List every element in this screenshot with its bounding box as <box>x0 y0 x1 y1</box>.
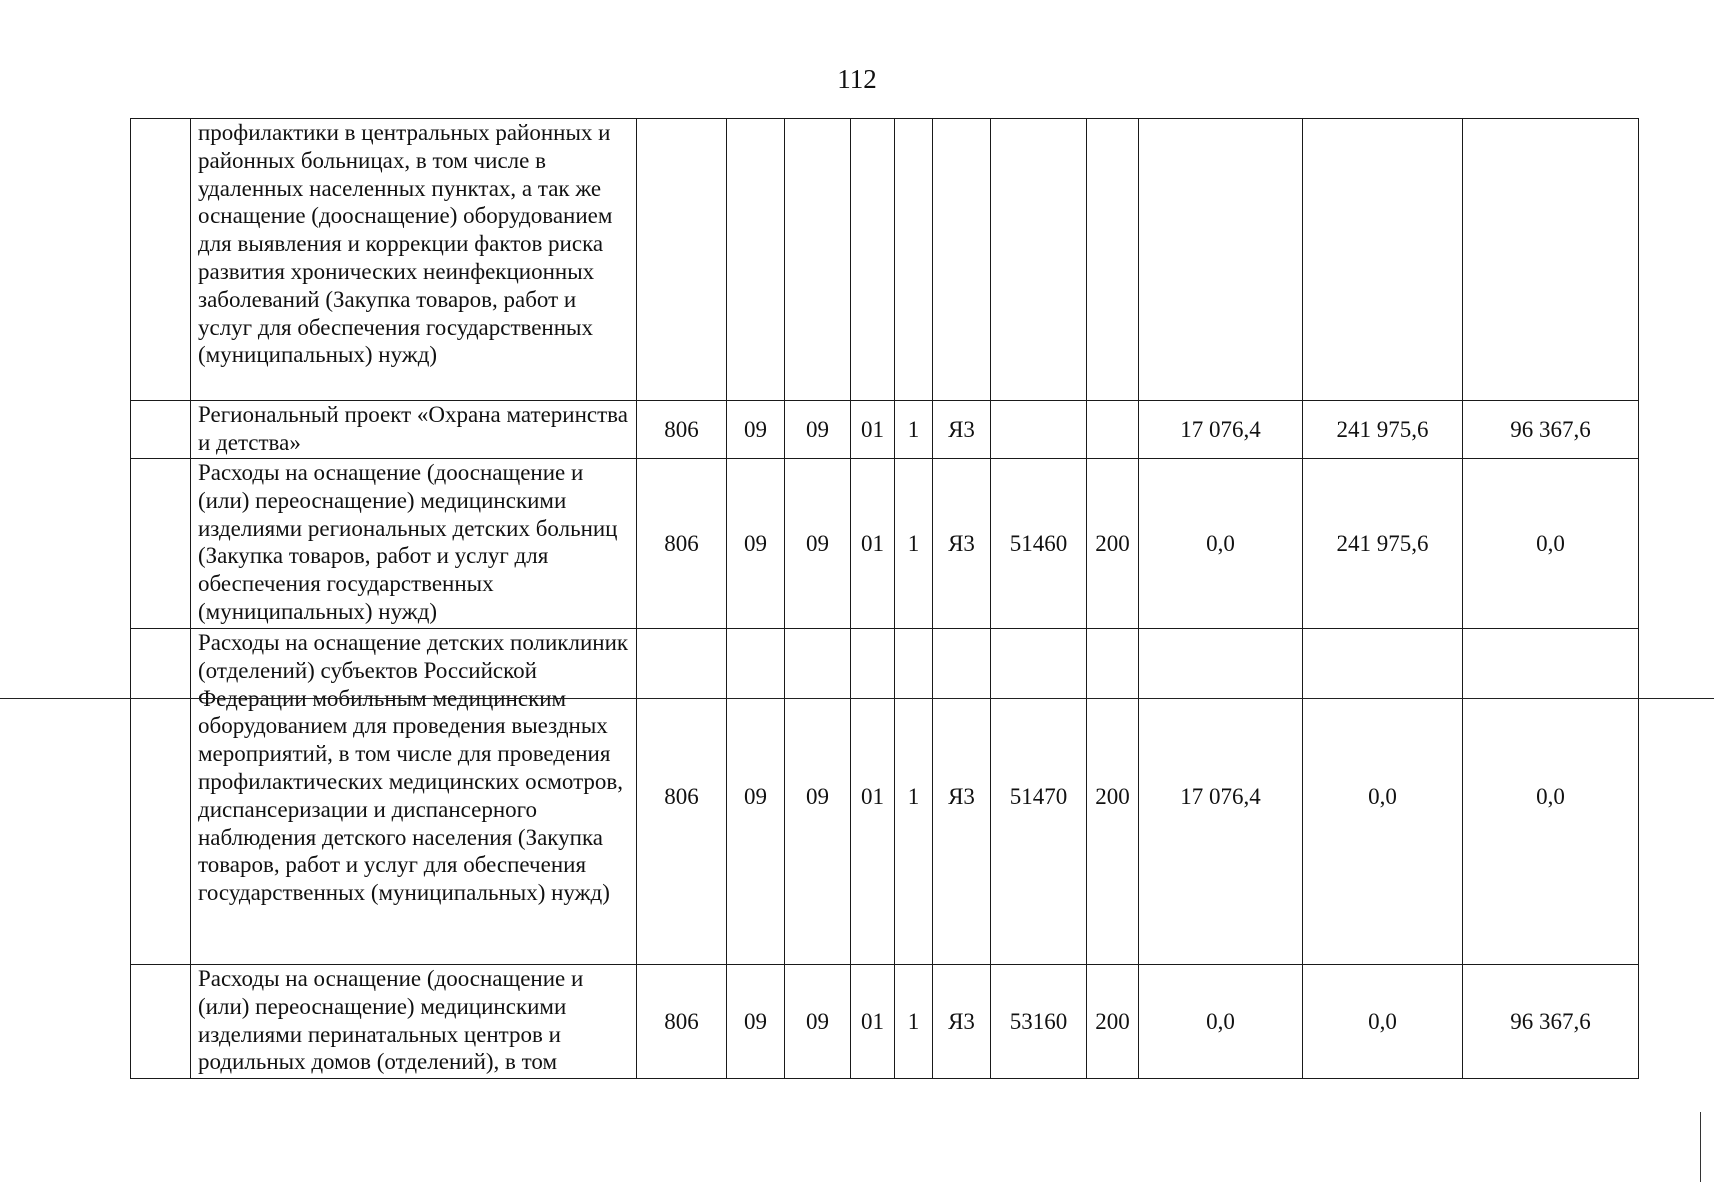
table-row <box>131 401 1639 459</box>
subsection-code-cell: 09 <box>785 965 851 1079</box>
program-code-cell: 01 <box>851 459 895 629</box>
expense-name-cell: профилактики в центральных районных и районных больницах, в том числе в удаленных населенных пунктах, а так же оснащение (дооснащение) оборудованием для выявления и коррекции фактов риска развития хронических неинфекционных заболеваний (Закупка товаров, работ и услуг для обеспечения государственных (муниципальных) нужд) <box>191 119 637 401</box>
row-number-cell <box>131 629 191 965</box>
project-code-cell: Я3 <box>933 965 991 1079</box>
project-code-cell: Я3 <box>933 629 991 965</box>
ministry-code-cell: 806 <box>637 965 727 1079</box>
subprogram-code-cell: 1 <box>895 459 933 629</box>
section-code-cell: 09 <box>727 965 785 1079</box>
subprogram-code-cell <box>895 119 933 401</box>
amount-3-cell: 96 367,6 <box>1463 401 1639 459</box>
direction-code-cell: 51470 <box>991 629 1087 965</box>
program-code-cell <box>851 119 895 401</box>
program-code-cell: 01 <box>851 401 895 459</box>
expense-type-cell: 200 <box>1087 459 1139 629</box>
amount-2-cell: 241 975,6 <box>1303 459 1463 629</box>
budget-table <box>130 118 1639 1079</box>
amount-3-cell <box>1463 119 1639 401</box>
subsection-code-cell: 09 <box>785 629 851 965</box>
section-code-cell: 09 <box>727 401 785 459</box>
section-code-cell: 09 <box>727 629 785 965</box>
amount-2-cell: 0,0 <box>1303 965 1463 1079</box>
direction-code-cell: 53160 <box>991 965 1087 1079</box>
program-code-cell: 01 <box>851 629 895 965</box>
expense-name-cell: Региональный проект «Охрана материнства и детства» <box>191 401 637 459</box>
ministry-code-cell: 806 <box>637 459 727 629</box>
page-number: 112 <box>837 64 877 94</box>
row-number-cell <box>131 119 191 401</box>
section-code-cell: 09 <box>727 459 785 629</box>
amount-1-cell <box>1139 119 1303 401</box>
table-row <box>131 119 1639 401</box>
expense-name-cell: Расходы на оснащение детских поликлиник (отделений) субъектов Российской Федерации мобильным медицинским оборудованием для проведения выездных мероприятий, в том числе для проведения профилактических медицинских осмотров, диспансеризации и диспансерного наблюдения детского населения (Закупка товаров, работ и услуг для обеспечения государственных (муниципальных) нужд) <box>191 629 637 965</box>
table-row <box>131 965 1639 1079</box>
program-code-cell: 01 <box>851 965 895 1079</box>
subsection-code-cell: 09 <box>785 401 851 459</box>
ministry-code-cell: 806 <box>637 629 727 965</box>
direction-code-cell: 51460 <box>991 459 1087 629</box>
direction-code-cell <box>991 119 1087 401</box>
amount-3-cell: 0,0 <box>1463 629 1639 965</box>
expense-type-cell <box>1087 119 1139 401</box>
row-number-cell <box>131 459 191 629</box>
row-number-cell <box>131 965 191 1079</box>
subprogram-code-cell: 1 <box>895 629 933 965</box>
table-row <box>131 459 1639 629</box>
ministry-code-cell <box>637 119 727 401</box>
row-number-cell <box>131 401 191 459</box>
expense-name-cell: Расходы на оснащение (дооснащение и (или) переоснащение) медицинскими изделиями перинатальных центров и родильных домов (отделений), в том <box>191 965 637 1079</box>
amount-3-cell: 0,0 <box>1463 459 1639 629</box>
scan-edge-mark <box>1700 1112 1701 1182</box>
project-code-cell: Я3 <box>933 401 991 459</box>
scan-fold-line <box>0 698 1714 699</box>
amount-2-cell: 241 975,6 <box>1303 401 1463 459</box>
table-row <box>131 629 1639 965</box>
expense-type-cell <box>1087 401 1139 459</box>
expense-type-cell: 200 <box>1087 629 1139 965</box>
amount-2-cell <box>1303 119 1463 401</box>
section-code-cell <box>727 119 785 401</box>
amount-1-cell: 0,0 <box>1139 459 1303 629</box>
amount-1-cell: 17 076,4 <box>1139 401 1303 459</box>
expense-name-cell: Расходы на оснащение (дооснащение и (или) переоснащение) медицинскими изделиями региональных детских больниц (Закупка товаров, работ и услуг для обеспечения государственных (муниципальных) нужд) <box>191 459 637 629</box>
project-code-cell: Я3 <box>933 459 991 629</box>
expense-type-cell: 200 <box>1087 965 1139 1079</box>
subprogram-code-cell: 1 <box>895 401 933 459</box>
project-code-cell <box>933 119 991 401</box>
amount-1-cell: 17 076,4 <box>1139 629 1303 965</box>
amount-2-cell: 0,0 <box>1303 629 1463 965</box>
amount-3-cell: 96 367,6 <box>1463 965 1639 1079</box>
subsection-code-cell: 09 <box>785 459 851 629</box>
direction-code-cell <box>991 401 1087 459</box>
subprogram-code-cell: 1 <box>895 965 933 1079</box>
amount-1-cell: 0,0 <box>1139 965 1303 1079</box>
subsection-code-cell <box>785 119 851 401</box>
ministry-code-cell: 806 <box>637 401 727 459</box>
